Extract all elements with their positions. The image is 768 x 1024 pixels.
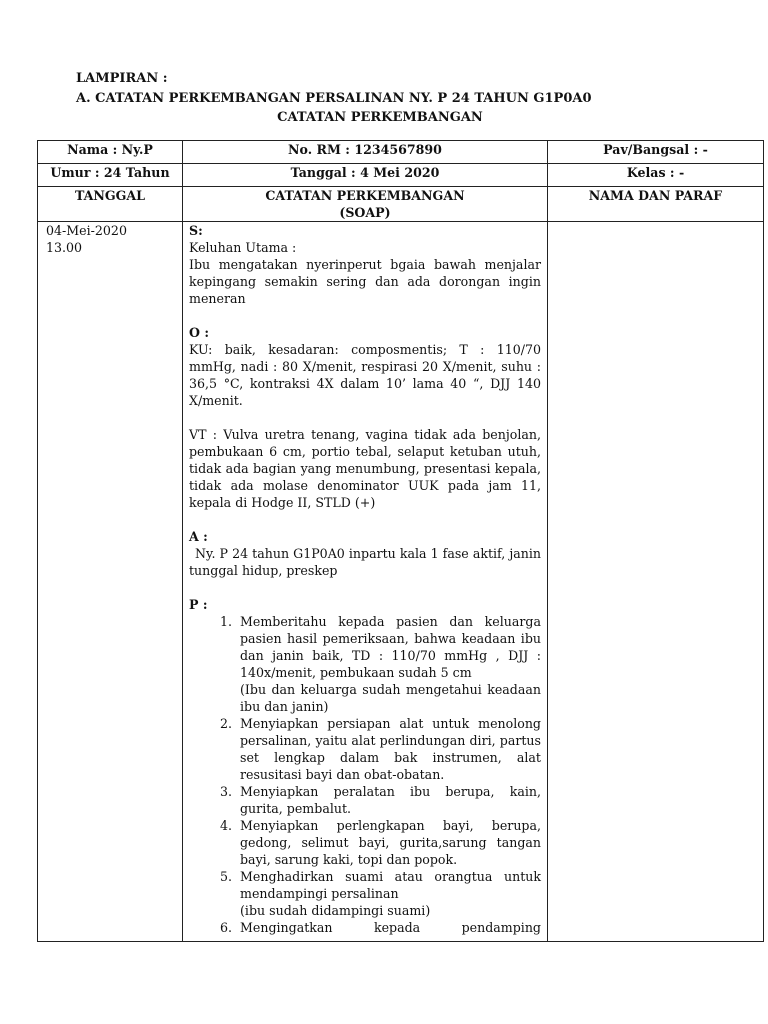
assessment-label: A :: [189, 529, 208, 544]
subjective-label: S:: [189, 223, 203, 238]
column-header-nama-paraf: NAMA DAN PARAF: [548, 187, 764, 222]
subjective-text: Ibu mengatakan nyerinperut bgaia bawah menjalar kepingang semakin sering dan ada dorongan ingin meneran: [189, 257, 541, 306]
plan-list: [189, 613, 541, 936]
objective-label: O :: [189, 325, 210, 340]
entry-row: [38, 222, 764, 942]
record-date: Tanggal : 4 Mei 2020: [183, 164, 548, 187]
signature-cell: [548, 222, 764, 942]
plan-item: [236, 613, 541, 715]
ward: Pav/Bangsal : -: [548, 141, 764, 164]
document-subtitle: CATATAN PERKEMBANGAN: [277, 110, 483, 125]
medical-record-number: No. RM : 1234567890: [183, 141, 548, 164]
entry-time: 13.00: [46, 240, 83, 255]
objective-ku-text: KU: baik, kesadaran: composmentis; T : 110/70 mmHg, nadi : 80 X/menit, respirasi 20 X/menit, suhu : 36,5 °C, kontraksi 4X dalam 10’ lama 40 “, DJJ 140 X/menit.: [189, 342, 541, 408]
plan-item-text: 2. Menyiapkan persiapan alat untuk menolong persalinan, yaitu alat perlindungan diri, partus set lengkap dalam bak instrumen, alat resusitasi bayi dan obat-obatan.: [240, 716, 541, 782]
column-header-catatan: [183, 187, 548, 222]
info-row-1: [38, 141, 764, 164]
column-header-row: [38, 187, 764, 222]
plan-item-text: 1. Memberitahu kepada pasien dan keluarga pasien hasil pemeriksaan, bahwa keadaan ibu dan janin baik, TD : 110/70 mmHg , DJJ : 140x/menit, pembukaan sudah 5 cm: [240, 614, 541, 680]
plan-item-text: 6. Mengingatkan kepada pendamping: [240, 920, 541, 935]
patient-name: Nama : Ny.P: [38, 141, 183, 164]
patient-class: Kelas : -: [548, 164, 764, 187]
patient-age: Umur : 24 Tahun: [38, 164, 183, 187]
subjective-title: Keluhan Utama :: [189, 240, 297, 255]
plan-item-note: (Ibu dan keluarga sudah mengetahui keadaan ibu dan janin): [240, 682, 541, 714]
plan-item-text: 5. Menghadirkan suami atau orangtua untuk mendampingi persalinan: [240, 869, 541, 901]
column-header-catatan-line1: CATATAN PERKEMBANGAN: [265, 188, 465, 203]
plan-item: [236, 919, 541, 936]
plan-item: [236, 817, 541, 868]
objective-vt-text: VT : Vulva uretra tenang, vagina tidak ada benjolan, pembukaan 6 cm, portio tebal, selaput ketuban utuh, tidak ada bagian yang menumbung, presentasi kepala, tidak ada molase denominator UUK pada jam 11, kepala di Hodge II, STLD (+): [189, 427, 541, 510]
assessment-text: Ny. P 24 tahun G1P0A0 inpartu kala 1 fase aktif, janin tunggal hidup, preskep: [189, 546, 541, 578]
plan-label: P :: [189, 597, 208, 612]
entry-date: 04-Mei-2020: [46, 223, 127, 238]
plan-item-text: 4. Menyiapkan perlengkapan bayi, berupa, gedong, selimut bayi, gurita,sarung tangan bayi, sarung kaki, topi dan popok.: [240, 818, 541, 867]
plan-item-text: 3. Menyiapkan peralatan ibu berupa, kain, gurita, pembalut.: [240, 784, 541, 816]
plan-item: [236, 715, 541, 783]
document-title: A. CATATAN PERKEMBANGAN PERSALINAN NY. P 24 TAHUN G1P0A0: [76, 91, 592, 106]
plan-item-note: (ibu sudah didampingi suami): [240, 903, 431, 918]
lampiran-label: LAMPIRAN :: [76, 71, 168, 86]
info-row-2: [38, 164, 764, 187]
entry-datetime-cell: [38, 222, 183, 942]
progress-record-table: [37, 140, 764, 942]
soap-notes-cell: [183, 222, 548, 942]
column-header-tanggal: TANGGAL: [38, 187, 183, 222]
plan-item: [236, 783, 541, 817]
column-header-catatan-line2: (SOAP): [339, 205, 391, 220]
plan-item: [236, 868, 541, 919]
